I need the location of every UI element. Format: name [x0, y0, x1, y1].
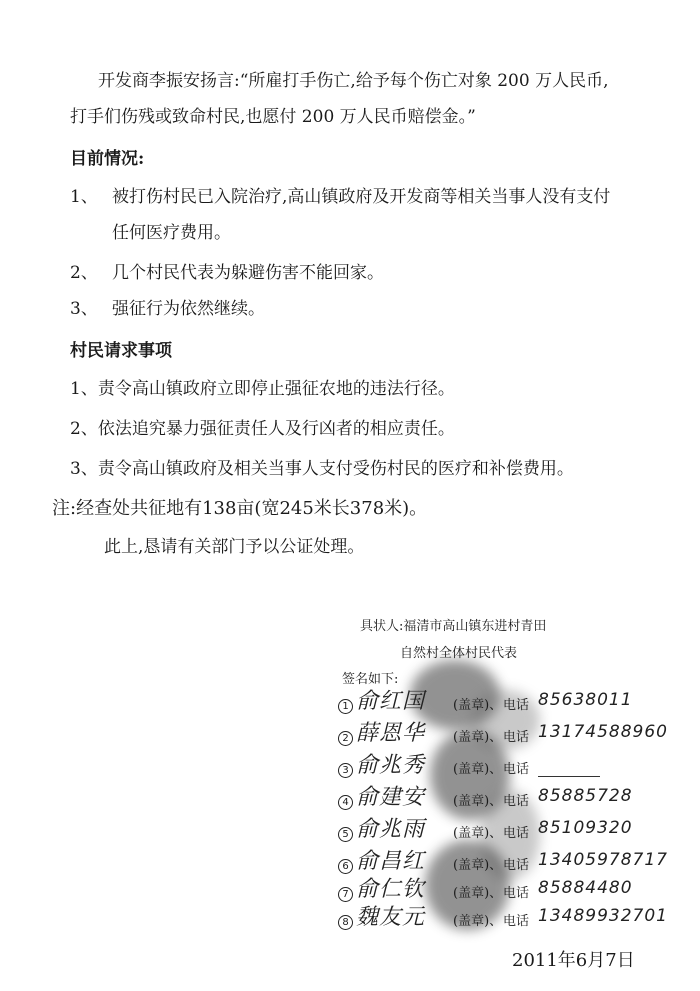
- closing-line: 此上,恳请有关部门予以公证处理。: [104, 537, 365, 557]
- tel-label: 电话: [503, 698, 530, 713]
- request-item-1: 1、责令高山镇政府立即停止强征农地的违法行径。: [70, 379, 455, 399]
- row-number-circle: 5: [338, 827, 353, 842]
- tel-label: 电话: [503, 730, 530, 745]
- seal-label: (盖章)、: [453, 698, 503, 713]
- tel-label: 电话: [503, 886, 530, 901]
- paragraph-line-2: 打手们伤残或致命村民,也愿付 200 万人民币赔偿金。”: [70, 107, 476, 127]
- signature-block: [330, 610, 690, 940]
- heading-current-status: 目前情况:: [70, 149, 145, 169]
- tel-label: 电话: [503, 914, 530, 929]
- document-date: 2011年6月7日: [512, 950, 635, 971]
- row-number-circle: 2: [338, 731, 353, 746]
- seal-label: (盖章)、: [453, 886, 503, 901]
- signature-name: 薛恩华: [356, 721, 426, 746]
- signature-row: [338, 785, 678, 816]
- signature-row: [338, 905, 678, 936]
- signature-name: 俞红国: [356, 689, 426, 714]
- signature-row: [338, 817, 678, 848]
- signature-row: [338, 689, 678, 720]
- item-text: 强征行为依然继续。: [112, 299, 265, 319]
- seal-label: (盖章)、: [453, 794, 503, 809]
- item-text: 几个村民代表为躲避伤害不能回家。: [112, 263, 384, 283]
- blank-underline: [538, 776, 600, 777]
- signature-name: 俞昌红: [356, 849, 426, 874]
- note-line: 注:经查处共征地有138亩(宽245米长378米)。: [52, 498, 428, 519]
- item-text: 被打伤村民已入院治疗,高山镇政府及开发商等相关当事人没有支付: [112, 187, 611, 207]
- signature-name: 魏友元: [356, 905, 426, 930]
- heading-requests: 村民请求事项: [70, 341, 172, 361]
- paragraph-line-1: 开发商李振安扬言:“所雇打手伤亡,给予每个伤亡对象 200 万人民币,: [98, 71, 609, 91]
- tel-label: 电话: [503, 794, 530, 809]
- request-item-3: 3、责令高山镇政府及相关当事人支付受伤村民的医疗和补偿费用。: [70, 459, 574, 479]
- signature-name: 俞兆雨: [356, 817, 426, 842]
- tel-number: 85638011: [538, 690, 633, 710]
- petitioner-line-2: 自然村全体村民代表: [400, 646, 518, 661]
- tel-label: 电话: [503, 762, 530, 777]
- signature-name: 俞仁钦: [356, 877, 426, 902]
- seal-label: (盖章)、: [453, 914, 503, 929]
- item-number: 1、: [70, 187, 98, 207]
- tel-number: 13405978717: [538, 850, 668, 870]
- tel-label: 电话: [503, 826, 530, 841]
- seal-label: (盖章)、: [453, 730, 503, 745]
- signature-name: 俞建安: [356, 785, 426, 810]
- item-number: 2、: [70, 263, 98, 283]
- tel-number: 85885728: [538, 786, 633, 806]
- seal-label: (盖章)、: [453, 858, 503, 873]
- row-number-circle: 4: [338, 795, 353, 810]
- seal-label: (盖章)、: [453, 762, 503, 777]
- tel-number: 13489932701: [538, 906, 668, 926]
- item-number: 3、: [70, 299, 98, 319]
- sign-header: 签名如下:: [342, 672, 399, 687]
- request-item-2: 2、依法追究暴力强征责任人及行凶者的相应责任。: [70, 419, 455, 439]
- signature-row: [338, 753, 678, 784]
- row-number-circle: 7: [338, 887, 353, 902]
- seal-label: (盖章)、: [453, 826, 503, 841]
- tel-label: 电话: [503, 858, 530, 873]
- row-number-circle: 3: [338, 763, 353, 778]
- row-number-circle: 1: [338, 699, 353, 714]
- signature-row: [338, 721, 678, 752]
- row-number-circle: 8: [338, 915, 353, 930]
- tel-number: 85109320: [538, 818, 633, 838]
- row-number-circle: 6: [338, 859, 353, 874]
- tel-number: 13174588960: [538, 722, 668, 742]
- item-text-cont: 任何医疗费用。: [112, 223, 231, 243]
- petitioner-line-1: 具状人:福清市高山镇东进村青田: [360, 619, 547, 634]
- tel-number: 85884480: [538, 878, 633, 898]
- signature-name: 俞兆秀: [356, 753, 426, 778]
